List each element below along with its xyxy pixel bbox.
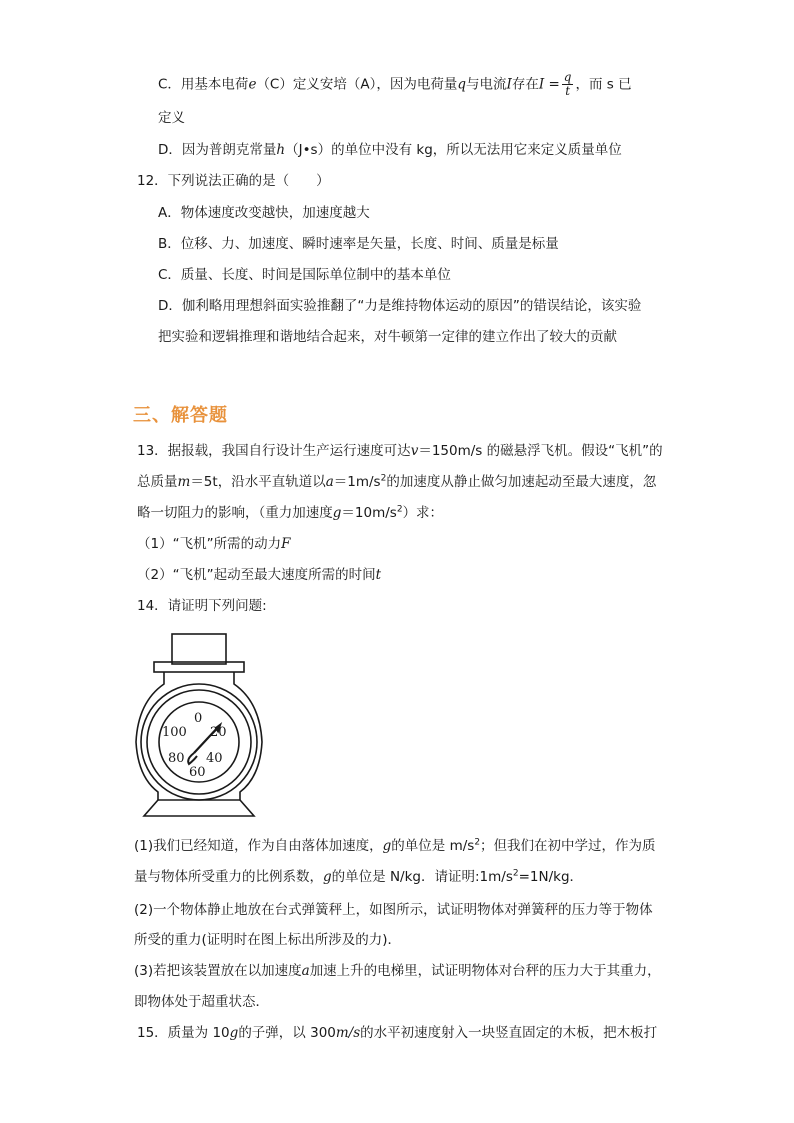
formula-lhs: I = <box>538 76 560 93</box>
q12-option-b: B．位移、力、加速度、瞬时速率是矢量，长度、时间、质量是标量 <box>158 236 559 252</box>
q14-part2-line2: 所受的重力(证明时在图上标出所涉及的力)． <box>134 932 402 948</box>
q14-stem: 14．请证明下列问题: <box>137 598 267 614</box>
symbol-g: g <box>323 869 332 885</box>
symbol-a: a <box>325 474 334 490</box>
q13-sub1 <box>137 534 290 554</box>
symbol-g: g <box>229 1025 239 1041</box>
text: (3)若把该装置放在以加速度 <box>134 963 302 979</box>
text: =1N/kg． <box>518 869 584 885</box>
text: （1）“飞机”所需的动力 <box>137 536 282 552</box>
text: 加速上升的电梯里，试证明物体对台秤的压力大于其重力， <box>309 963 661 979</box>
text: D．因为普朗克常量 <box>158 142 277 158</box>
symbol-e: e <box>248 76 257 93</box>
text: 15．质量为 10 <box>137 1025 230 1041</box>
needle-hook <box>188 753 197 764</box>
q12-option-d-line2: 把实验和逻辑推理和谐地结合起来，对牛顿第一定律的建立作出了较大的贡献 <box>158 329 617 345</box>
q11-option-c-line1 <box>158 71 632 98</box>
symbol-t: t <box>375 567 382 583</box>
text: 总质量 <box>137 474 178 490</box>
q11-option-c-line2: 定义 <box>158 110 185 126</box>
symbol-q: q <box>457 76 467 93</box>
unit-ms: m/s <box>335 1025 361 1041</box>
superscript: 2 <box>474 837 481 848</box>
text: ＝10m/s <box>341 505 397 521</box>
dial-label-40: 40 <box>206 751 223 766</box>
symbol-F: F <box>281 536 291 552</box>
text: ＝150m/s 的磁悬浮飞机。假设“飞机”的 <box>418 443 663 459</box>
q12-option-a: A．物体速度改变越快，加速度越大 <box>158 205 370 221</box>
text: (1)我们已经知道，作为自由落体加速度， <box>134 838 383 854</box>
q14-part3-line1 <box>134 961 661 981</box>
q12-option-d-line1: D．伽利略用理想斜面实验推翻了“力是维持物体运动的原因”的错误结论，该实验 <box>158 298 642 314</box>
q11-option-d <box>158 140 622 160</box>
text: ；但我们在初中学过，作为质 <box>480 838 656 854</box>
q14-part1-line1 <box>134 836 656 856</box>
text: ，而 s 已 <box>575 76 632 93</box>
q12-stem: 12．下列说法正确的是（ ） <box>137 173 330 189</box>
q14-part1-line2 <box>134 867 583 887</box>
text: 的水平初速度射入一块竖直固定的木板，把木板打 <box>360 1025 658 1041</box>
q13-line2 <box>137 472 656 492</box>
q13-sub2 <box>137 565 381 585</box>
symbol-v: v <box>410 443 419 459</box>
q14-part3-line2: 即物体处于超重状态． <box>134 994 269 1010</box>
text: （2）“飞机”起动至最大速度所需的时间 <box>137 567 376 583</box>
text: ）求： <box>402 505 444 521</box>
text: 13．据报载，我国自行设计生产运行速度可达 <box>137 443 411 459</box>
dial-label-0: 0 <box>194 711 203 726</box>
text: 的子弹，以 300 <box>238 1025 336 1041</box>
dial-label-60: 60 <box>189 765 206 780</box>
q13-line3 <box>137 503 443 523</box>
q13-line1 <box>137 441 663 461</box>
text: 的单位是 m/s <box>391 838 475 854</box>
q15-line1 <box>137 1023 657 1043</box>
text: ＝1m/s <box>333 474 381 490</box>
q12-option-c: C．质量、长度、时间是国际单位制中的基本单位 <box>158 267 451 283</box>
text: 略一切阻力的影响，（重力加速度 <box>137 505 333 521</box>
fraction-denominator: t <box>565 84 571 98</box>
fraction-q-over-t <box>562 71 574 98</box>
text: （J•s）的单位中没有 kg，所以无法用它来定义质量单位 <box>285 142 622 158</box>
text: 量与物体所受重力的比例系数， <box>134 869 323 885</box>
text: C．用基本电荷 <box>158 76 249 93</box>
fraction-numerator: q <box>563 70 572 84</box>
symbol-g: g <box>332 505 342 521</box>
text: （C）定义安培（A），因为电荷量 <box>256 76 458 93</box>
text: 的单位是 N/kg．请证明:1m/s <box>331 869 513 885</box>
superscript: 2 <box>396 504 403 515</box>
symbol-g: g <box>382 838 392 854</box>
section-title: 三、解答题 <box>133 405 228 426</box>
superscript: 2 <box>512 868 519 879</box>
text: 的加速度从静止做匀加速起动至最大速度，忽 <box>386 474 657 490</box>
superscript: 2 <box>380 473 387 484</box>
symbol-I: I <box>506 76 512 93</box>
dial-label-100: 100 <box>162 725 187 740</box>
text: 与电流 <box>466 76 507 93</box>
text: 存在 <box>511 76 539 93</box>
tray-stem <box>172 634 226 664</box>
symbol-a: a <box>301 963 310 979</box>
text: ＝5t，沿水平直轨道以 <box>190 474 326 490</box>
q14-part2-line1: (2)一个物体静止地放在台式弹簧秤上，如图所示，试证明物体对弹簧秤的压力等于物体 <box>134 902 653 918</box>
dial-label-20: 20 <box>210 725 227 740</box>
scale-base <box>144 800 254 816</box>
symbol-h: h <box>276 142 286 158</box>
symbol-m: m <box>177 474 191 490</box>
spring-scale-figure <box>134 632 264 818</box>
dial-label-80: 80 <box>168 751 185 766</box>
